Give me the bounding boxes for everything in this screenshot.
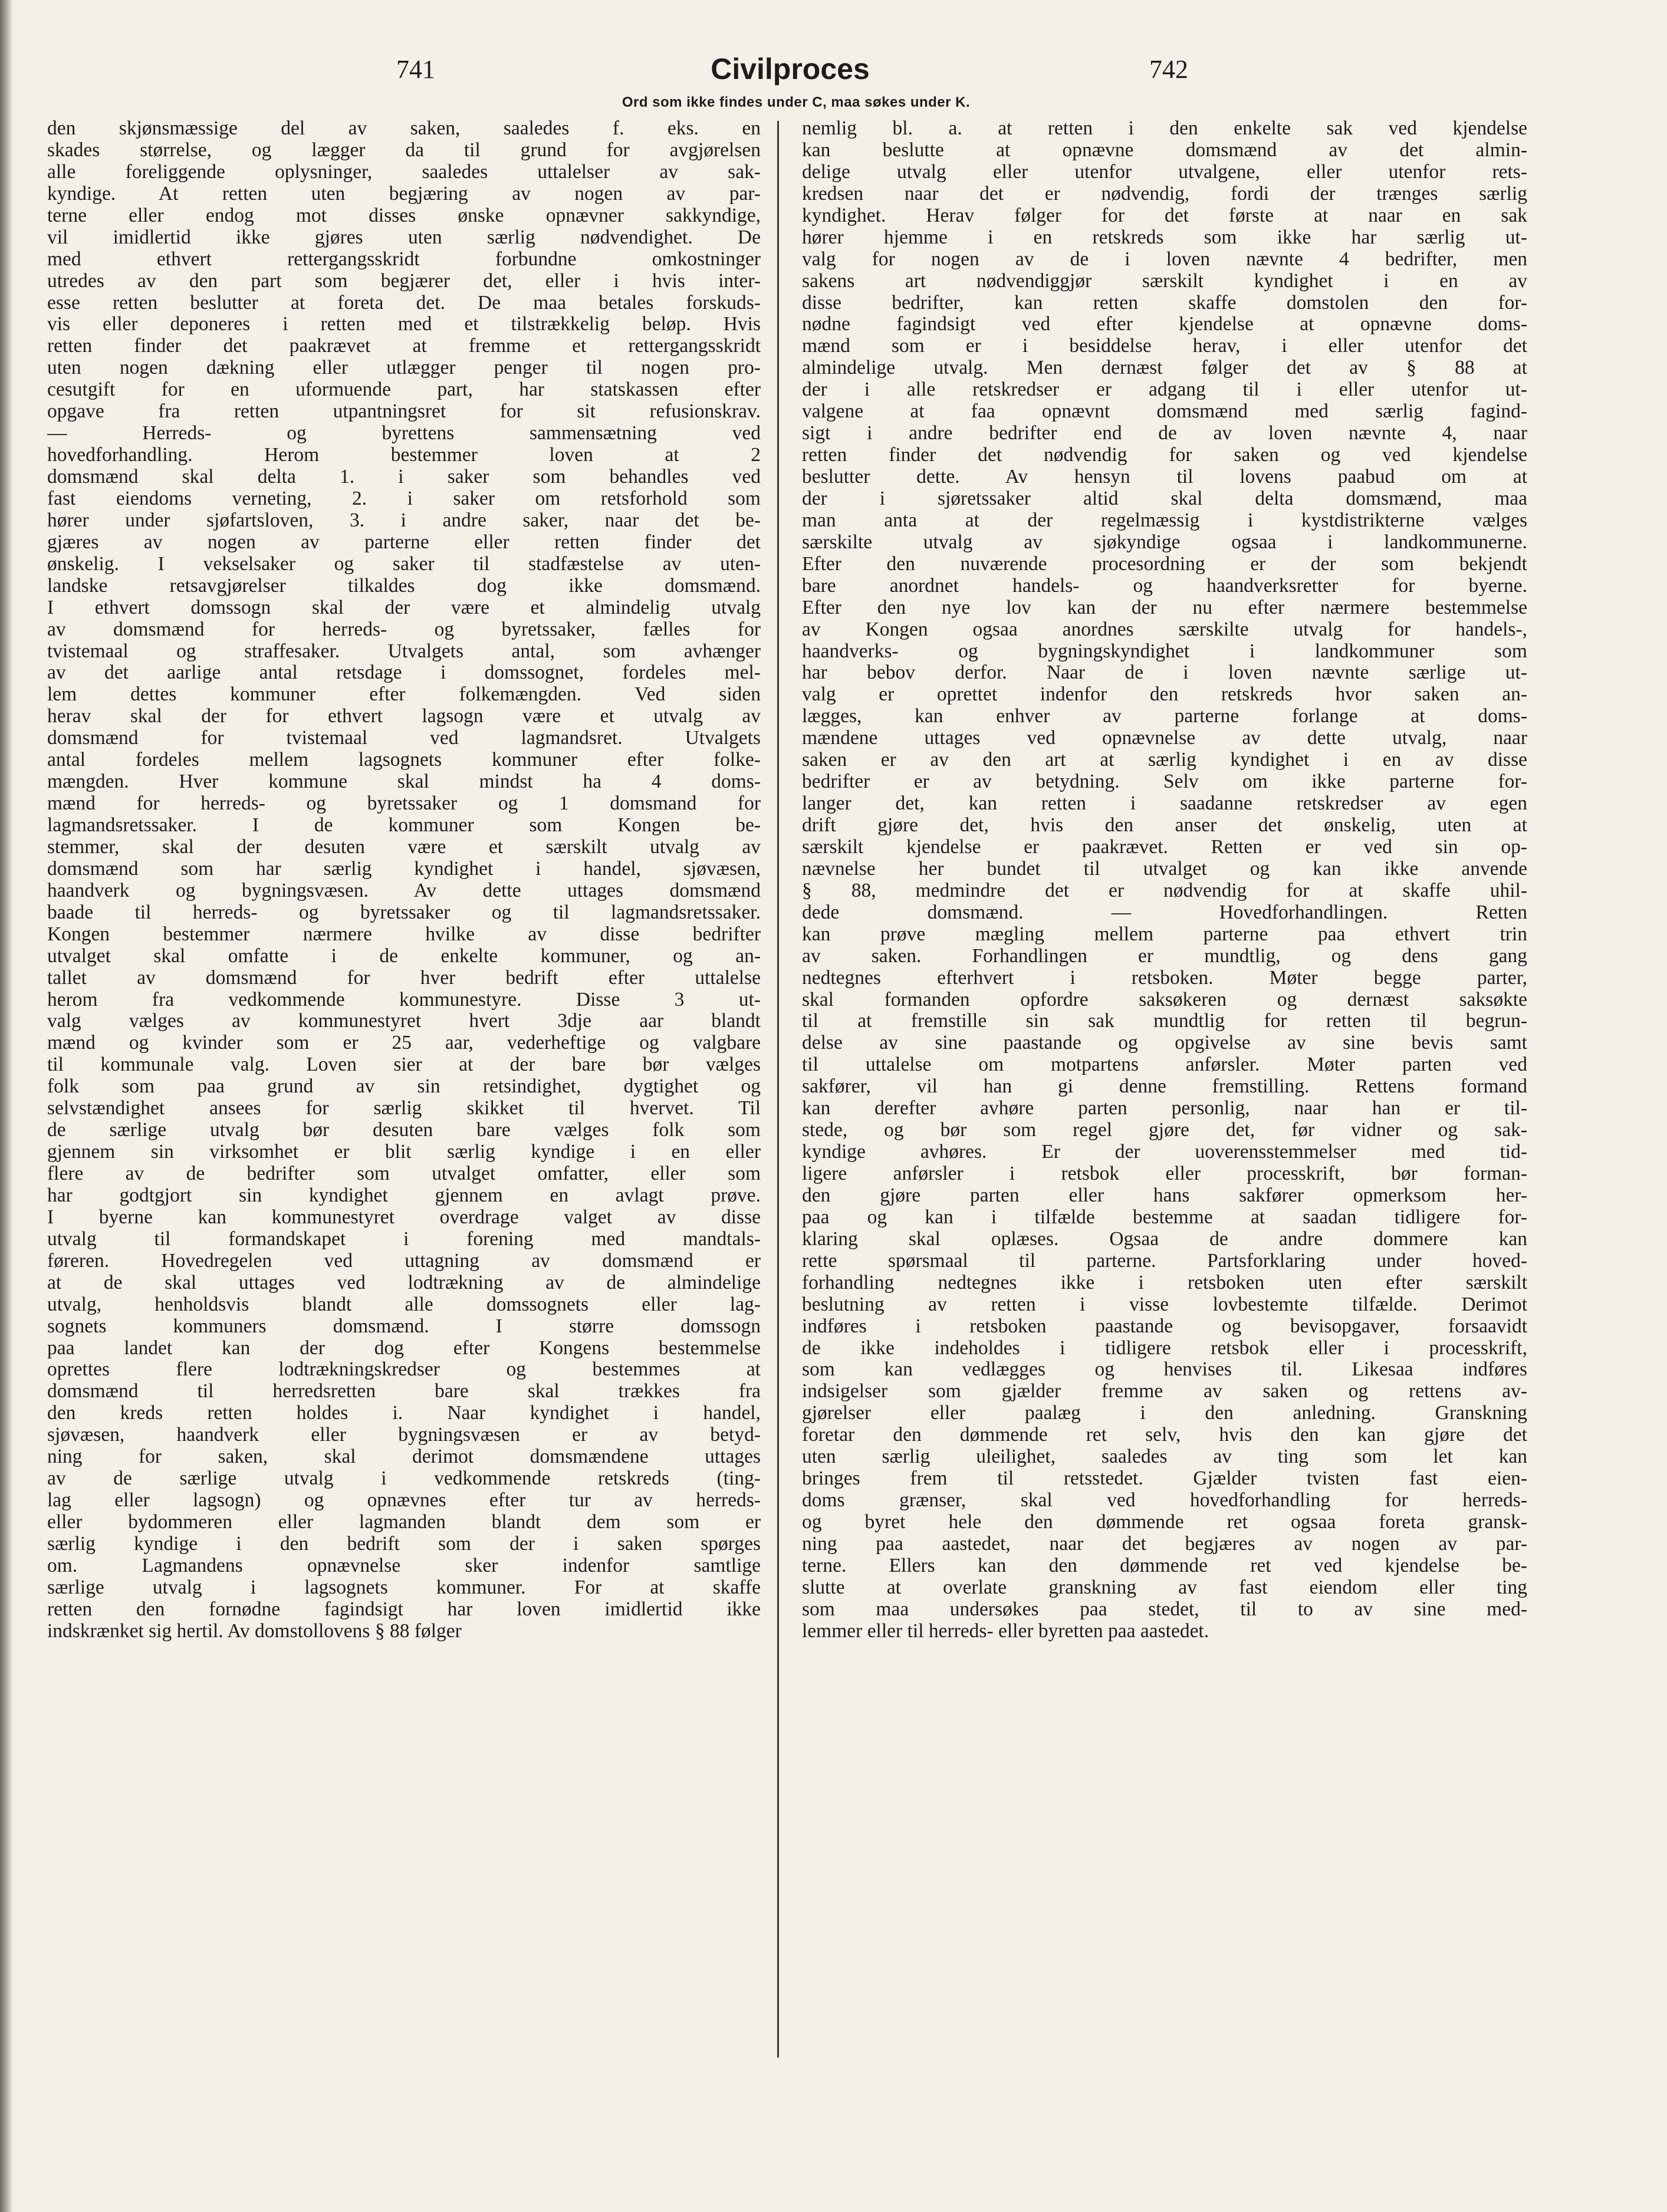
text-line: domsmænd for tvistemaal ved lagmandsret. Utvalgets [47, 727, 761, 749]
text-line: at de skal uttages ved lodtrækning av de almindelige [47, 1271, 761, 1293]
text-line: landske retsavgjørelser tilkaldes dog ikke domsmænd. [47, 574, 761, 597]
text-line: doms grænser, skal ved hovedforhandling for herreds- [802, 1489, 1527, 1512]
text-line: nedtegnes efterhvert i retsboken. Møter begge parter, [802, 966, 1527, 989]
text-line: som kan vedlægges og henvises til. Likesaa indføres [802, 1358, 1527, 1381]
text-line: klaring skal oplæses. Ogsaa de andre dommere kan [802, 1227, 1527, 1250]
text-line: langer det, kan retten i saadanne retskredser av egen [802, 792, 1527, 815]
text-line: cesutgift for en uformuende part, har statskassen efter [47, 378, 761, 401]
page-binding-edge [0, 0, 13, 2212]
text-line: valgene at faa opnævnt domsmænd med særlig fagind- [802, 400, 1527, 423]
text-line: mængden. Hver kommune skal mindst ha 4 doms- [47, 771, 761, 793]
text-line: Kongen bestemmer nærmere hvilke av disse bedrifter [47, 923, 761, 945]
text-line: kan derefter avhøre parten personlig, naar han er til- [802, 1097, 1527, 1120]
text-line: esse retten beslutter at foreta det. De maa betales forskuds- [47, 291, 761, 314]
text-line: av det aarlige antal retsdage i domssognet, fordeles mel- [47, 661, 761, 684]
text-line: bringes frem til retsstedet. Gjælder tvisten fast eien- [802, 1467, 1527, 1490]
text-line: mændene uttages ved opnævnelse av dette utvalg, naar [802, 727, 1527, 749]
text-line: særlig kyndige i den bedrift som der i saken spørges [47, 1532, 761, 1555]
column-divider [777, 121, 779, 2058]
text-line: tvistemaal og straffesaker. Utvalgets antal, som avhænger [47, 640, 761, 662]
text-column-right [802, 118, 1527, 2087]
text-line: kan prøve mægling mellem parterne paa ethvert trin [802, 923, 1527, 945]
text-line: retten finder det nødvendig for saken og ved kjendelse [802, 444, 1527, 466]
text-line: skades størrelse, og lægger da til grund for avgjørelsen [47, 139, 761, 161]
text-line: kan beslutte at opnævne domsmænd av det almin- [802, 139, 1527, 161]
text-line: almindelige utvalg. Men dernæst følger det av § 88 at [802, 357, 1527, 379]
text-line: mænd som er i besiddelse herav, i eller utenfor det [802, 335, 1527, 357]
text-line: sakens art nødvendiggjør særskilt kyndighet i en av [802, 269, 1527, 292]
text-line: folk som paa grund av sin retsindighet, dygtighet og [47, 1075, 761, 1098]
text-line: som maa undersøkes paa stedet, til to av sine med- [802, 1598, 1527, 1620]
text-line: sognets kommuners domsmænd. I større domssogn [47, 1315, 761, 1337]
text-line: om. Lagmandens opnævnelse sker indenfor samtlige [47, 1554, 761, 1576]
text-line: sakfører, vil han gi denne fremstilling. Rettens formand [802, 1075, 1527, 1098]
text-line: bare anordnet handels- og haandverksretter for byerne. [802, 574, 1527, 597]
text-line: beslutter dette. Av hensyn til lovens paabud om at [802, 466, 1527, 488]
text-line: og byret hele den dømmende ret ogsaa foreta gransk- [802, 1511, 1527, 1533]
text-line: delige utvalg eller utenfor utvalgene, eller utenfor rets- [802, 160, 1527, 183]
text-line: man anta at der regelmæssig i kystdistrikterne vælges [802, 509, 1527, 531]
page-number-left: 741 [396, 55, 435, 84]
text-line: lemmer eller til herreds- eller byretten paa aastedet. [802, 1620, 1209, 1642]
text-line: terne eller endog mot disses ønske opnævner sakkyndige, [47, 204, 761, 226]
text-line: der i sjøretssaker altid skal delta domsmænd, maa [802, 487, 1527, 509]
text-line: drift gjøre det, hvis den anser det ønskelig, uten at [802, 814, 1527, 836]
text-line: utvalget skal omfatte i de enkelte kommuner, og an- [47, 944, 761, 967]
text-line: I ethvert domssogn skal der være et almindelig utvalg [47, 596, 761, 618]
text-line: gjennem sin virksomhet er blit særlig kyndige i en eller [47, 1141, 761, 1163]
text-line: herav skal der for ethvert lagsogn være et utvalg av [47, 705, 761, 728]
text-line: har godtgjort sin kyndighet gjennem en avlagt prøve. [47, 1184, 761, 1206]
text-line: stede, og bør som regel gjøre det, før vidner og sak- [802, 1119, 1527, 1141]
text-line: lem dettes kommuner efter folkemængden. Ved siden [47, 683, 761, 706]
text-line: valg vælges av kommunestyret hvert 3dje aar blandt [47, 1010, 761, 1032]
text-line: av Kongen ogsaa anordnes særskilte utvalg for handels-, [802, 618, 1527, 640]
text-line: fast eiendoms verneting, 2. i saker om retsforhold som [47, 487, 761, 509]
text-line: de særlige utvalg bør desuten bare vælges folk som [47, 1119, 761, 1141]
text-line: terne. Ellers kan den dømmende ret ved kjendelse be- [802, 1554, 1527, 1576]
text-line: delse av sine paastande og opgivelse av sine bevis samt [802, 1032, 1527, 1054]
text-line: ning for saken, skal derimot domsmændene uttages [47, 1446, 761, 1468]
text-line: skal formanden opfordre saksøkeren og dernæst saksøkte [802, 988, 1527, 1010]
running-header-title: Civilproces [711, 52, 870, 85]
text-line: den kreds retten holdes i. Naar kyndighet i handel, [47, 1402, 761, 1424]
text-line: indskrænket sig hertil. Av domstollovens § 88 følger [47, 1620, 462, 1642]
text-line: vis eller deponeres i retten med et tilstrækkelig beløp. Hvis [47, 313, 761, 335]
text-line: vil imidlertid ikke gjøres uten særlig nødvendighet. De [47, 226, 761, 248]
text-line: bedrifter er av betydning. Selv om ikke parterne for- [802, 771, 1527, 793]
text-line: haandverk og bygningsvæsen. Av dette uttages domsmænd [47, 879, 761, 901]
running-header-note: Ord som ikke findes under C, maa søkes under K. [622, 94, 971, 110]
text-line: beslutning av retten i visse lovbestemte tilfælde. Derimot [802, 1293, 1527, 1315]
text-line: foretar den dømmende ret selv, hvis den kan gjøre det [802, 1424, 1527, 1446]
text-line: saken er av den art at særlig kyndighet i en av disse [802, 749, 1527, 771]
text-line: retten den fornødne fagindsigt har loven imidlertid ikke [47, 1598, 761, 1620]
text-line: eller bydommeren eller lagmanden blandt dem som er [47, 1511, 761, 1533]
text-line: nemlig bl. a. at retten i den enkelte sak ved kjendelse [802, 118, 1527, 139]
text-line: kyndige. At retten uten begjæring av nogen av par- [47, 182, 761, 205]
text-line: den skjønsmæssige del av saken, saaledes f. eks. en [47, 118, 761, 139]
text-line: kredsen naar det er nødvendig, fordi der trænges særlig [802, 182, 1527, 205]
text-line: kyndige avhøres. Er der uoverensstemmelser med tid- [802, 1141, 1527, 1163]
text-line: paa landet kan der dog efter Kongens bestemmelse [47, 1337, 761, 1359]
text-line: flere av de bedrifter som utvalget omfatter, eller som [47, 1163, 761, 1184]
text-line: uten særlig uleilighet, saaledes av ting som let kan [802, 1446, 1527, 1468]
text-line: slutte at overlate granskning av fast eiendom eller ting [802, 1576, 1527, 1598]
text-line: mænd og kvinder som er 25 aar, vederheftige og valgbare [47, 1032, 761, 1054]
text-line: domsmænd som har særlig kyndighet i handel, sjøvæsen, [47, 857, 761, 880]
text-line: til uttalelse om motpartens anførsler. Møter parten ved [802, 1054, 1527, 1076]
text-line: kyndighet. Herav følger for det første at naar en sak [802, 204, 1527, 226]
text-line: utredes av den part som begjærer det, eller i hvis inter- [47, 269, 761, 292]
text-line: valg for nogen av de i loven nævnte 4 bedrifter, men [802, 248, 1527, 270]
text-line: lag eller lagsogn) og opnævnes efter tur av herreds- [47, 1489, 761, 1512]
text-line: — Herreds- og byrettens sammensætning ved [47, 422, 761, 445]
text-line: lægges, kan enhver av parterne forlange at doms- [802, 705, 1527, 728]
text-line: føreren. Hovedregelen ved uttagning av domsmænd er [47, 1249, 761, 1272]
text-line: tallet av domsmænd for hver bedrift efter uttalelse [47, 966, 761, 989]
text-line: domsmænd skal delta 1. i saker som behandles ved [47, 466, 761, 488]
text-line: av de særlige utvalg i vedkommende retskreds (ting- [47, 1467, 761, 1490]
text-line: alle foreliggende oplysninger, saaledes uttalelser av sak- [47, 160, 761, 183]
text-line: ning paa aastedet, naar det begjæres av nogen av par- [802, 1532, 1527, 1555]
text-line: dede domsmænd. — Hovedforhandlingen. Retten [802, 901, 1527, 923]
text-line: nødne fagindsigt ved efter kjendelse at opnævne doms- [802, 313, 1527, 335]
text-line: gjørelser eller paalæg i den anledning. Granskning [802, 1402, 1527, 1424]
text-line: utvalg, henholdsvis blandt alle domssognets eller lag- [47, 1293, 761, 1315]
text-line: nævnelse her bundet til utvalget og kan ikke anvende [802, 857, 1527, 880]
text-line: særskilte utvalg av sjøkyndige ogsaa i landkommunerne. [802, 531, 1527, 553]
text-line: utvalg til formandskapet i forening med mandtals- [47, 1227, 761, 1250]
text-line: § 88, medmindre det er nødvendig for at skaffe uhil- [802, 879, 1527, 901]
text-line: indsigelser som gjælder fremme av saken og rettens av- [802, 1380, 1527, 1403]
text-line: med ethvert rettergangsskridt forbundne omkostninger [47, 248, 761, 270]
text-line: stemmer, skal der desuten være et særskilt utvalg av [47, 835, 761, 858]
text-line: disse bedrifter, kan retten skaffe domstolen den for- [802, 291, 1527, 314]
text-line: haandverks- og bygningskyndighet i landkommuner som [802, 640, 1527, 662]
text-line: paa og kan i tilfælde bestemme at saadan tidligere for- [802, 1206, 1527, 1228]
text-line: til kommunale valg. Loven sier at der bare bør vælges [47, 1054, 761, 1076]
text-line: baade til herreds- og byretssaker og til lagmandsretssaker. [47, 901, 761, 923]
text-line: særskilt kjendelse er paakrævet. Retten er ved sin op- [802, 835, 1527, 858]
text-line: antal fordeles mellem lagsognets kommuner efter folke- [47, 749, 761, 771]
text-line: ønskelig. I vekselsaker og saker til stadfæstelse av uten- [47, 552, 761, 575]
page-number-right: 742 [1149, 55, 1188, 84]
text-line: I byerne kan kommunestyret overdrage valget av disse [47, 1206, 761, 1228]
text-line: hører hjemme i en retskreds som ikke har særlig ut- [802, 226, 1527, 248]
text-line: uten nogen dækning eller utlægger penger til nogen pro- [47, 357, 761, 379]
text-line: rette spørsmaal til parterne. Partsforklaring under hoved- [802, 1249, 1527, 1272]
text-line: indføres i retsboken paastande og bevisopgaver, forsaavidt [802, 1315, 1527, 1337]
text-line: den gjøre parten eller hans sakfører opmerksom her- [802, 1184, 1527, 1206]
text-line: de ikke indeholdes i tidligere retsbok eller i processkrift, [802, 1337, 1527, 1359]
text-line: retten finder det paakrævet at fremme et rettergangsskridt [47, 335, 761, 357]
text-line: herom fra vedkommende kommunestyre. Disse 3 ut- [47, 988, 761, 1010]
text-line: der i alle retskredser er adgang til i eller utenfor ut- [802, 378, 1527, 401]
text-line: sigt i andre bedrifter end de av loven nævnte 4, naar [802, 422, 1527, 445]
text-line: forhandling nedtegnes ikke i retsboken uten efter særskilt [802, 1271, 1527, 1293]
text-line: oprettes flere lodtrækningskredser og bestemmes at [47, 1358, 761, 1381]
text-line: valg er oprettet indenfor den retskreds hvor saken an- [802, 683, 1527, 706]
text-line: mænd for herreds- og byretssaker og 1 domsmand for [47, 792, 761, 815]
text-line: ligere anførsler i retsbok eller processkrift, bør forman- [802, 1163, 1527, 1184]
text-line: har bebov derfor. Naar de i loven nævnte særlige ut- [802, 661, 1527, 684]
text-line: hovedforhandling. Herom bestemmer loven at 2 [47, 444, 761, 466]
text-line: selvstændighet ansees for særlig skikket til hvervet. Til [47, 1097, 761, 1120]
text-column-left [47, 118, 761, 2087]
text-line: opgave fra retten utpantningsret for sit refusionskrav. [47, 400, 761, 423]
text-line: lagmandsretssaker. I de kommuner som Kongen be- [47, 814, 761, 836]
text-line: sjøvæsen, haandverk eller bygningsvæsen er av betyd- [47, 1424, 761, 1446]
text-line: gjæres av nogen av parterne eller retten finder det [47, 531, 761, 553]
text-line: hører under sjøfartsloven, 3. i andre saker, naar det be- [47, 509, 761, 531]
text-line: domsmænd til herredsretten bare skal trækkes fra [47, 1380, 761, 1403]
text-line: Efter den nye lov kan der nu efter nærmere bestemmelse [802, 596, 1527, 618]
text-line: Efter den nuværende procesordning er der som bekjendt [802, 552, 1527, 575]
text-line: særlige utvalg i lagsognets kommuner. For at skaffe [47, 1576, 761, 1598]
text-line: av saken. Forhandlingen er mundtlig, og dens gang [802, 944, 1527, 967]
text-line: av domsmænd for herreds- og byretssaker, fælles for [47, 618, 761, 640]
text-line: til at fremstille sin sak mundtlig for retten til begrun- [802, 1010, 1527, 1032]
